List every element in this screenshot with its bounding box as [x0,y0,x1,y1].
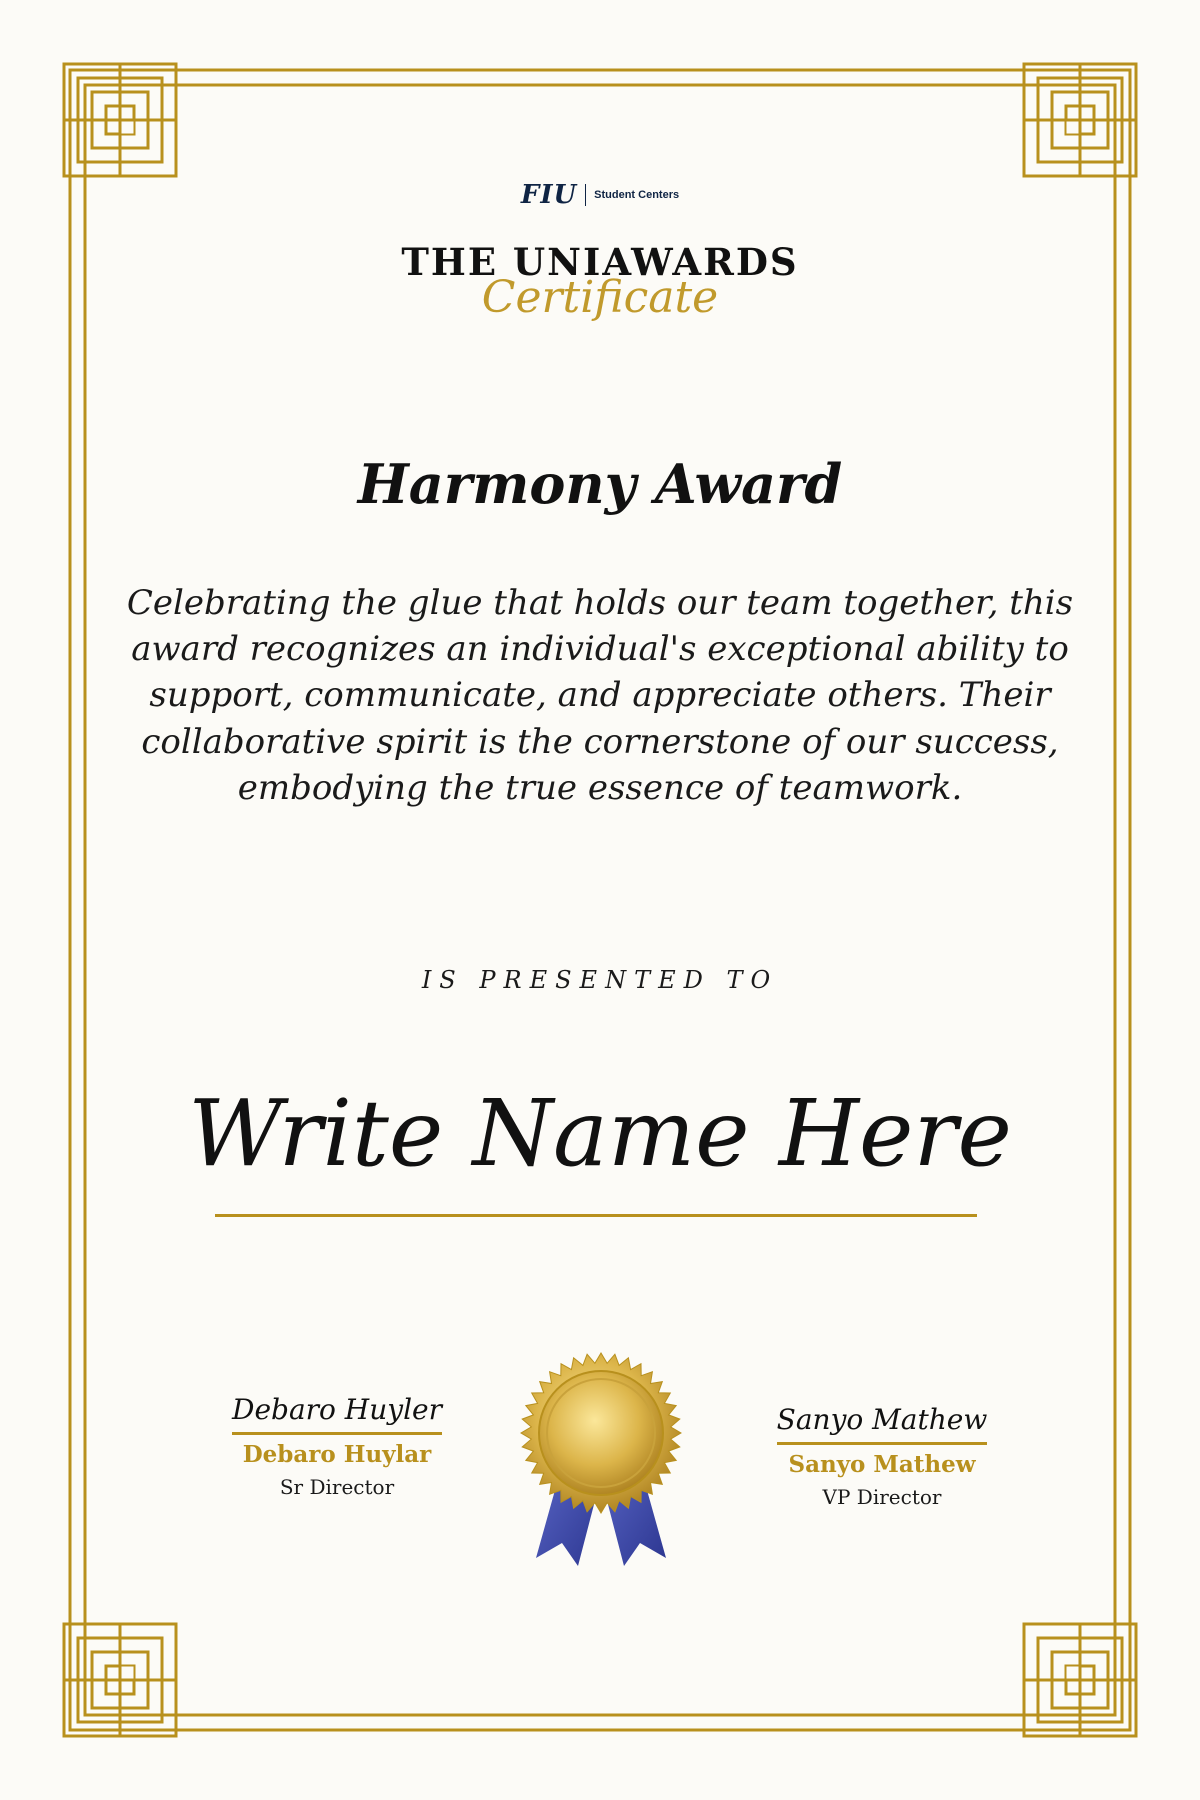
corner-ornament-top-right [1024,64,1136,176]
logo-mark: FIU [520,180,578,210]
signature-line [232,1432,442,1435]
organization-logo [0,180,1200,210]
award-title: Harmony Award [357,452,843,516]
signature-block-right [742,1398,1022,1509]
signer-title: Sr Director [279,1474,395,1499]
brand-title: THE UNIAWARDS [401,240,799,284]
signer-title: VP Director [822,1484,942,1509]
logo-divider [585,184,586,206]
recipient-underline [215,1214,977,1217]
corner-ornament-top-left [64,64,176,176]
signature-script: Sanyo Mathew [776,1403,988,1436]
brand-script: Certificate [481,272,719,323]
corner-ornament-bottom-left [64,1624,176,1736]
presented-to-label: IS PRESENTED TO [421,966,779,994]
signature-line [777,1442,987,1445]
signature-script: Debaro Huyler [232,1393,442,1426]
corner-ornament-bottom-right [1024,1624,1136,1736]
recipient-name: Write Name Here [188,1080,1012,1187]
logo-text: Student Centers [594,189,680,201]
signature-block-left [197,1388,477,1499]
signer-name: Sanyo Mathew [788,1451,976,1478]
gold-seal-icon [506,1338,696,1570]
award-description: Celebrating the glue that holds our team together, this award recognizes an individual's exceptional ability to support, communicate, and appreciate others. Their collaborative spirit is the cornerstone of our success, embodying the true essence of teamwork. [126,583,1074,808]
signer-name: Debaro Huylar [242,1441,432,1468]
